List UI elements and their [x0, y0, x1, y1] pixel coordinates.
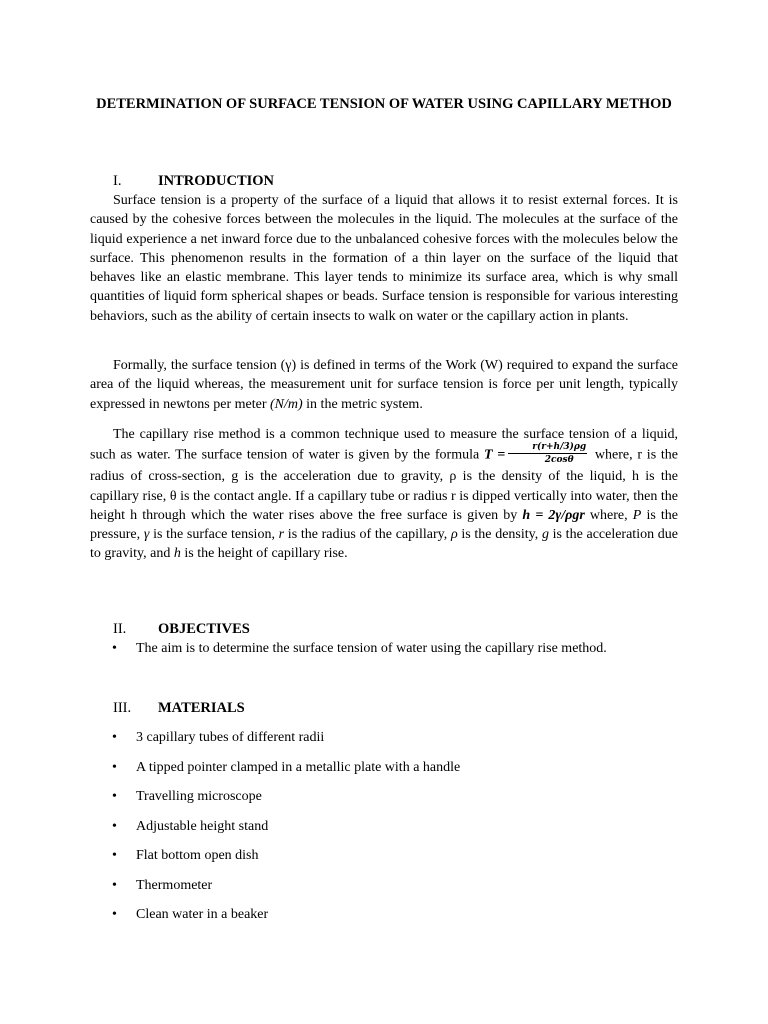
intro-paragraph-3	[90, 425, 678, 564]
intro-paragraph-2	[90, 356, 678, 414]
list-item-text: The aim is to determine the surface tension of water using the capillary rise method.	[136, 641, 607, 656]
section-title: OBJECTIVES	[158, 621, 250, 637]
unit-text: (N/m)	[270, 396, 303, 412]
paragraph-text: is the radius of the capillary,	[284, 527, 451, 543]
list-item	[90, 758, 678, 788]
list-item	[90, 639, 678, 669]
formula-numerator: r(r+h/3)ρg	[508, 442, 587, 454]
list-item-text: Clean water in a beaker	[136, 907, 269, 922]
section-number: III.	[113, 700, 132, 716]
formula-capillary-height: h = 2γ/ρgr	[522, 507, 585, 523]
intro-paragraph-1: Surface tension is a property of the surface of a liquid that allows it to resist external forces. It is caused by the cohesive forces between the molecules in the liquid. The molecules at the surface of the liquid experience a net inward force due to the unbalanced cohesive forces with the molecules below the surface. This phenomenon results in the formation of a thin layer on the surface of the liquid that behaves like an elastic membrane. This layer tends to minimize its surface area, which is why small quantities of liquid form spherical shapes or beads. Surface tension is responsible for various interesting behaviors, such as the ability of certain insects to walk on water or the capillary action in plants.	[90, 193, 678, 324]
objectives-list	[90, 639, 678, 669]
variable-P: P	[632, 507, 642, 523]
list-item	[90, 728, 678, 758]
bullet-icon: •	[112, 907, 117, 922]
document-title: DETERMINATION OF SURFACE TENSION OF WATER USING CAPILLARY METHOD	[96, 96, 672, 112]
variable-rho: ρ	[450, 527, 458, 543]
bullet-icon: •	[112, 877, 117, 893]
paragraph-text: is the acceleration due to gravity, and	[90, 527, 678, 562]
formula-fraction	[508, 442, 587, 465]
list-item	[90, 817, 678, 847]
list-item	[90, 846, 678, 876]
bullet-icon: •	[112, 759, 117, 775]
paragraph-text: where,	[584, 507, 633, 523]
paragraph-text: where, r is the radius of cross-section, g is the acceleration due to gravity, ρ is the density of the liquid, h is the capillary rise, θ is the contact angle. If a capillary tube or radius r is dipped vertically into water, then the height h through which the water rises above the free surface is given by	[90, 448, 678, 523]
paragraph-text: is the height of capillary rise.	[180, 546, 348, 562]
list-item-text: A tipped pointer clamped in a metallic plate with a handle	[136, 759, 461, 775]
list-item	[90, 876, 678, 906]
variable-r: r	[278, 527, 285, 543]
section-number: II.	[113, 621, 127, 637]
section-number: I.	[113, 173, 122, 189]
variable-h: h	[173, 546, 181, 562]
section-title: INTRODUCTION	[158, 173, 275, 189]
list-item-text: Travelling microscope	[136, 789, 262, 804]
paragraph-text: The capillary rise method is a common technique used to measure the surface tension of a liquid, such as water. The surface tension of water is given by the formula	[90, 427, 678, 464]
formula-lhs: T =	[483, 448, 506, 464]
paragraph-text: is the density,	[457, 527, 542, 543]
list-item-text: Flat bottom open dish	[136, 848, 259, 863]
list-item	[90, 787, 678, 817]
list-item-text: Thermometer	[136, 877, 213, 893]
list-item-text: Adjustable height stand	[136, 818, 269, 834]
bullet-icon: •	[112, 818, 117, 834]
list-item-text: 3 capillary tubes of different radii	[136, 730, 325, 745]
paragraph-text: Formally, the surface tension (γ) is defined in terms of the Work (W) required to expand the surface area of the liquid whereas, the measurement unit for surface tension is force per unit length, typically expressed in newtons per meter	[90, 358, 678, 412]
bullet-icon: •	[112, 730, 117, 745]
materials-list	[90, 728, 678, 935]
paragraph-text: is the surface tension,	[149, 527, 279, 543]
variable-gamma: γ	[143, 527, 150, 543]
paragraph-text: is the pressure,	[90, 507, 679, 543]
variable-g: g	[541, 527, 549, 543]
section-title: MATERIALS	[158, 700, 245, 716]
bullet-icon: •	[112, 848, 117, 863]
paragraph-text: in the metric system.	[302, 396, 423, 412]
list-item	[90, 905, 678, 935]
bullet-icon: •	[112, 641, 117, 656]
formula-denominator: 2cosθ	[544, 455, 574, 466]
bullet-icon: •	[112, 789, 117, 804]
